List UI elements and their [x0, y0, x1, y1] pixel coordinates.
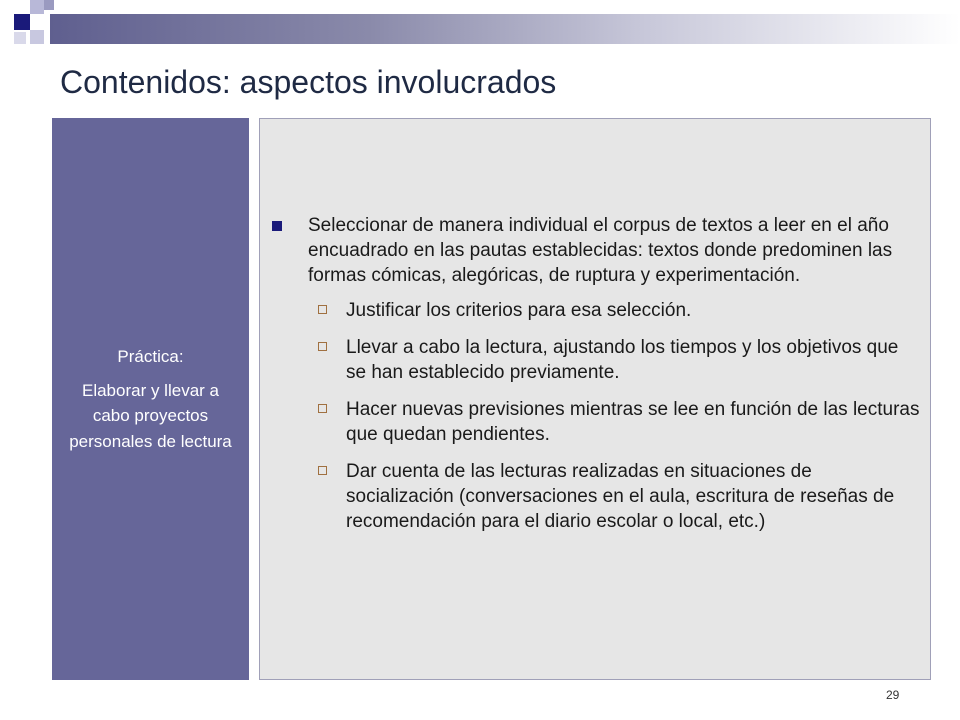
sub-item-text: Dar cuenta de las lecturas realizadas en situaciones de socialización (conversaciones en el aula, escritura de reseñas de recomendación para el diario escolar o local, etc.) [346, 461, 895, 532]
right-panel [259, 118, 931, 680]
hollow-square-bullet-icon [318, 342, 327, 351]
sub-list-item [272, 335, 922, 385]
sub-item-text: Hacer nuevas previsiones mientras se lee en función de las lecturas que quedan pendientes. [346, 399, 920, 445]
square-bullet-icon [272, 221, 282, 231]
main-list-item [272, 213, 922, 288]
left-panel-body: Elaborar y llevar a cabo proyectos personales de lectura [69, 380, 232, 451]
sub-list-item [272, 459, 922, 534]
sub-item-text: Justificar los criterios para esa selección. [346, 300, 692, 321]
hollow-square-bullet-icon [318, 404, 327, 413]
sub-list-item [272, 397, 922, 447]
hollow-square-bullet-icon [318, 466, 327, 475]
sub-list-item [272, 298, 922, 323]
content-list [272, 213, 922, 546]
slide-title: Contenidos: aspectos involucrados [60, 64, 557, 100]
hollow-square-bullet-icon [318, 305, 327, 314]
corner-square-navy [14, 14, 30, 30]
left-panel-heading: Práctica: [117, 347, 184, 366]
header-gradient-bar [50, 14, 960, 44]
main-item-text: Seleccionar de manera individual el corpus de textos a leer en el año encuadrado en las pautas establecidas: textos donde predominen las formas cómicas, alegóricas, de ruptura y experimentación. [308, 215, 893, 286]
corner-square-mid [44, 0, 54, 10]
sub-list [272, 298, 922, 534]
page-number: 29 [886, 688, 900, 702]
corner-square-pale [14, 32, 26, 44]
left-panel [52, 118, 249, 680]
corner-square-lavender [30, 0, 44, 14]
sub-item-text: Llevar a cabo la lectura, ajustando los tiempos y los objetivos que se han establecido previamente. [346, 337, 899, 383]
corner-square-light [30, 30, 44, 44]
